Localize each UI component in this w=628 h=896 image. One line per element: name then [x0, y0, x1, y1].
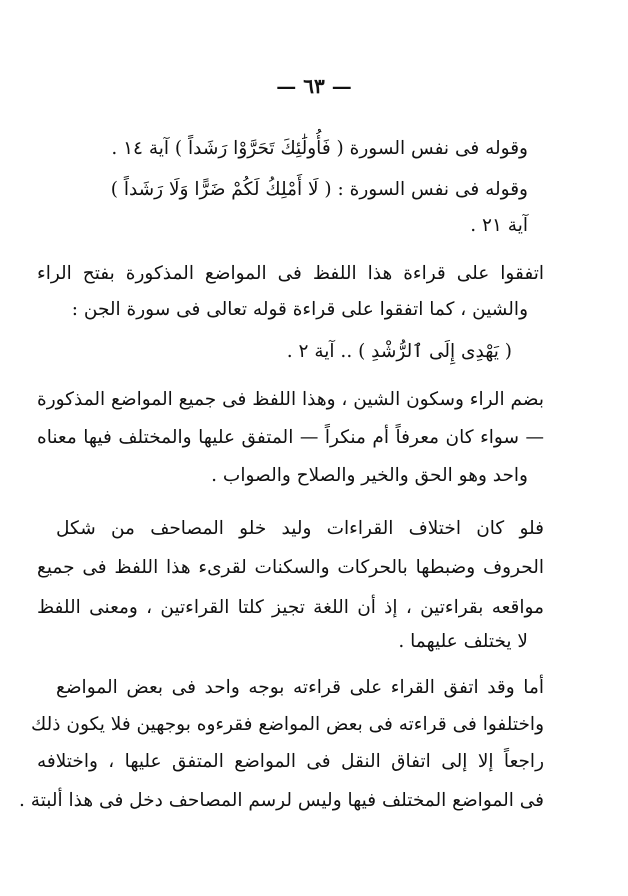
text-line: آية ٢١ . [470, 215, 528, 236]
text-line: فلو كان اختلاف القراءات وليد خلو المصاحف من شكل [56, 518, 544, 539]
text-line: والشين ، كما اتفقوا على قراءة قوله تعالى فى سورة الجن : [71, 299, 528, 320]
text-line: أما وقد اتفق القراء على قراءته بوجه واحد فى بعض المواضع [56, 677, 544, 698]
text-line: واحد وهو الحق والخير والصلاح والصواب . [211, 465, 528, 486]
text-line: — سواء كان معرفاً أم منكراً — المتفق عليها والمختلف فيها معناه [37, 427, 545, 448]
text-line: فى المواضع المختلف فيها وليس لرسم المصاحف دخل فى هذا ألبتة . [19, 790, 544, 811]
text-line: واختلفوا فى قراءته فى بعض المواضع فقرءوه بوجهين فلا يكون ذلك [31, 714, 544, 735]
text-line: راجعاً إلا إلى اتفاق النقل فى المواضع المتفق عليها ، واختلافه [37, 751, 544, 772]
text-line: اتفقوا على قراءة هذا اللفظ فى المواضع المذكورة بفتح الراء [37, 263, 544, 284]
page-number: — ٦٣ — [276, 74, 352, 98]
text-line: ( يَهْدِى إِلَى ٱلرُّشْدِ ) .. آية ٢ . [286, 341, 512, 362]
text-line: مواقعه بقراءتين ، إذ أن اللغة تجيز كلتا القراءتين ، ومعنى اللفظ [37, 597, 544, 618]
text-line: بضم الراء وسكون الشين ، وهذا اللفظ فى جميع المواضع المذكورة [37, 389, 544, 410]
text-line: وقوله فى نفس السورة : ( لَا أَمْلِكُ لَكُمْ ضَرًّا وَلَا رَشَداً ) [110, 179, 528, 200]
text-line: الحروف وضبطها بالحركات والسكنات لقرىء هذا اللفظ فى جميع [37, 557, 544, 578]
text-line: لا يختلف عليهما . [398, 631, 528, 652]
text-line: وقوله فى نفس السورة ( فَأُولَٰئِكَ تَحَرَّوْا رَشَداً ) آية ١٤ . [111, 138, 528, 159]
